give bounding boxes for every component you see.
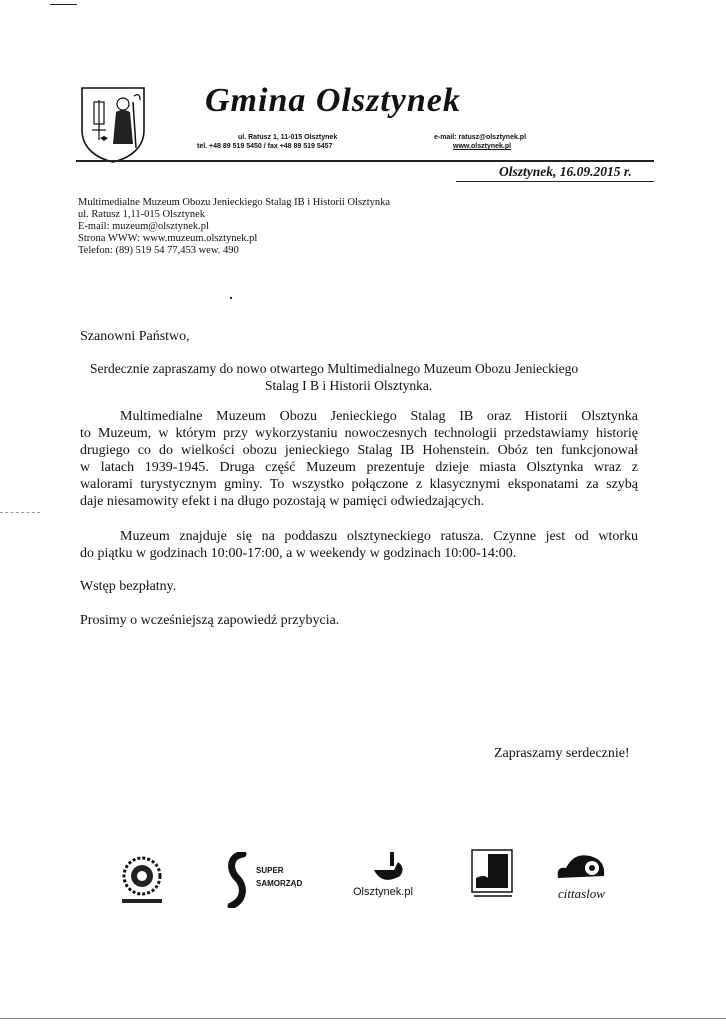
- olsztynek-pl-label: Olsztynek.pl: [353, 886, 413, 898]
- letter-date: Olsztynek, 16.09.2015 r.: [499, 164, 632, 179]
- recipient-line: Multimedialne Muzeum Obozu Jenieckiego Stalag IB i Historii Olsztynka: [78, 197, 391, 208]
- header-email[interactable]: e-mail: ratusz@olsztynek.pl: [434, 134, 527, 141]
- invitation-line-2: Stalag I B i Historii Olsztynka.: [265, 378, 433, 393]
- coat-of-arms-emblem: [78, 86, 148, 164]
- museum-square-logo: [470, 848, 516, 900]
- visit-request: Prosimy o wcześniejszą zapowiedź przybycia.: [80, 613, 340, 628]
- super-samorzad-logo: [225, 852, 325, 908]
- header-www[interactable]: www.olsztynek.pl: [453, 143, 512, 150]
- paragraph-museum-description: [80, 408, 638, 510]
- scan-dashes: [0, 512, 40, 514]
- salutation: Szanowni Państwo,: [80, 329, 190, 344]
- recipient-line: Strona WWW: www.muzeum.olsztynek.pl: [78, 233, 258, 244]
- header-phone: tel. +48 89 519 5450 / fax +48 89 519 5457: [197, 143, 333, 150]
- municipality-title: Gmina Olsztynek: [205, 82, 461, 119]
- cittaslow-label: cittaslow: [558, 886, 605, 901]
- paragraph-line: walorami turystycznym gminy. To wszystko połączone z klasycznymi eksponatami za szybą: [80, 477, 638, 492]
- date-underline: [456, 181, 654, 182]
- recipient-line: E-mail: muzeum@olsztynek.pl: [78, 221, 209, 232]
- recipient-line: Telefon: (89) 519 54 77,453 wew. 490: [78, 245, 239, 256]
- paragraph-line: daje niesamowity efekt i na długo pozostają w pamięci odwiedzających.: [80, 494, 485, 509]
- paragraph-opening-hours: [80, 528, 638, 562]
- header-address: ul. Ratusz 1, 11-015 Olsztynek: [238, 134, 338, 141]
- recipient-block: [78, 197, 390, 257]
- invitation-line-1: Serdecznie zapraszamy do nowo otwartego Multimedialnego Muzeum Obozu Jenieckiego: [90, 361, 579, 376]
- paragraph-line: do piątku w godzinach 10:00-17:00, a w weekendy w godzinach 10:00-14:00.: [80, 546, 517, 561]
- paragraph-line: drugiego co do wielkości obozu jenieckiego Stalag IB Hohenstein. Obóz ten funkcjonował: [80, 443, 638, 458]
- scan-bottom-line: [0, 1018, 726, 1019]
- paragraph-line: Multimedialne Muzeum Obozu Jenieckiego Stalag IB oraz Historii Olsztynka: [120, 409, 638, 424]
- paragraph-line: Muzeum znajduje się na poddaszu olsztyneckiego ratusza. Czynne jest od wtorku: [120, 529, 638, 544]
- scan-speck: [230, 297, 232, 299]
- cittaslow-logo: [548, 848, 618, 906]
- closing-phrase: Zapraszamy serdecznie!: [494, 746, 630, 761]
- round-seal-logo: [112, 852, 172, 908]
- super-label: SUPER: [256, 866, 284, 875]
- paragraph-line: w latach 1939-1945. Druga część Muzeum prezentuje dzieje miasta Olsztynka wraz z: [80, 460, 638, 475]
- scan-edge-line: [50, 4, 77, 5]
- olsztynek-pl-logo: [350, 852, 430, 908]
- header-rule: [76, 160, 654, 162]
- entry-note: Wstęp bezpłatny.: [80, 579, 177, 594]
- recipient-line: ul. Ratusz 1,11-015 Olsztynek: [78, 209, 206, 220]
- samorzad-label: SAMORZĄD: [256, 879, 303, 888]
- paragraph-line: to Muzeum, w którym przy wykorzystaniu nowoczesnych technologii przedstawiamy historię: [80, 426, 638, 441]
